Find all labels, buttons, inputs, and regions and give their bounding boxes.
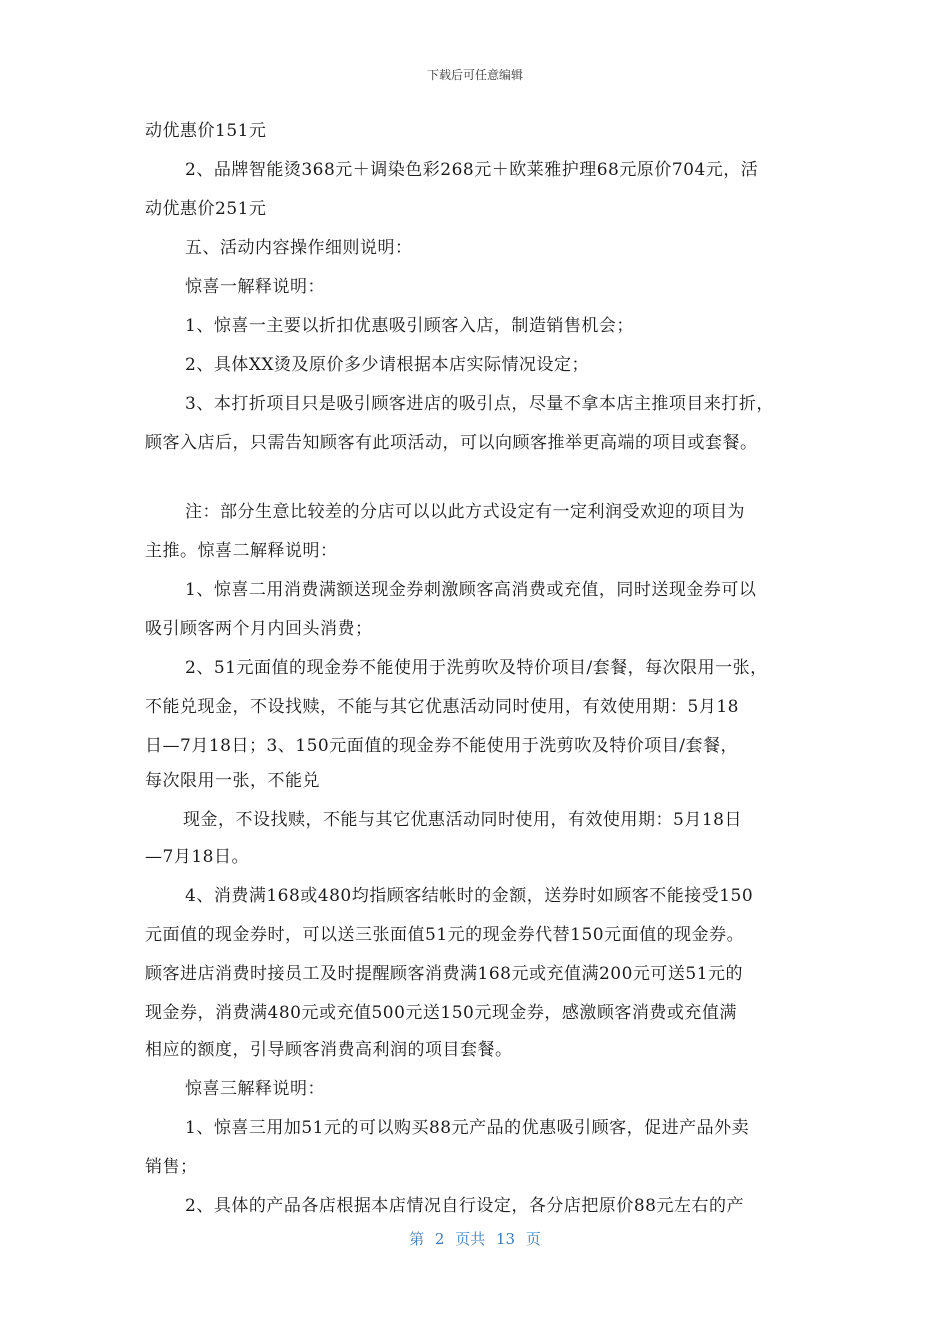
- text-line: 2、具体的产品各店根据本店情况自行设定，各分店把原价88元左右的产: [185, 1196, 744, 1216]
- text-line: 现金券，消费满480元或充值500元送150元现金券，感激顾客消费或充值满: [145, 1003, 737, 1023]
- text-line: 主推。惊喜二解释说明：: [145, 541, 338, 561]
- text-line: 顾客进店消费时接员工及时提醒顾客消费满168元或充值满200元可送51元的: [145, 964, 744, 984]
- text-line: 不能兑现金，不设找赎，不能与其它优惠活动同时使用，有效使用期：5月18: [145, 697, 739, 717]
- note-line: 注：部分生意比较差的分店可以以此方式设定有一定利润受欢迎的项目为: [185, 502, 745, 522]
- text-line: 日—7月18日；3、150元面值的现金券不能使用于洗剪吹及特价项目/套餐，: [145, 736, 738, 756]
- text-line: 2、具体XX烫及原价多少请根据本店实际情况设定；: [185, 355, 590, 375]
- text-line: 3、本打折项目只是吸引顾客进店的吸引点，尽量不拿本店主推项目来打折，: [185, 394, 774, 414]
- text-line: 4、消费满168或480均指顾客结帐时的金额，送券时如顾客不能接受150: [185, 886, 754, 906]
- text-line: 顾客入店后，只需告知顾客有此项活动，可以向顾客推举更高端的项目或套餐。: [145, 433, 758, 453]
- text-line: 1、惊喜一主要以折扣优惠吸引顾客入店，制造销售机会；: [185, 316, 634, 336]
- text-line: 相应的额度，引导顾客消费高利润的项目套餐。: [145, 1040, 513, 1060]
- text-line: 动优惠价151元: [145, 121, 267, 141]
- text-line: 动优惠价251元: [145, 199, 267, 219]
- text-line: 销售；: [145, 1157, 198, 1177]
- text-line: 1、惊喜三用加51元的可以购买88元产品的优惠吸引顾客，促进产品外卖: [185, 1118, 750, 1138]
- text-line: 2、51元面值的现金券不能使用于洗剪吹及特价项目/套餐，每次限用一张，: [185, 658, 768, 678]
- text-line: 吸引顾客两个月内回头消费；: [145, 619, 373, 639]
- text-line: 2、品牌智能烫368元＋调染色彩268元＋欧莱雅护理68元原价704元，活: [185, 160, 759, 180]
- text-line: 现金，不设找赎，不能与其它优惠活动同时使用，有效使用期：5月18日: [183, 810, 742, 830]
- subsection-heading: 惊喜一解释说明：: [185, 277, 325, 297]
- text-line: 1、惊喜二用消费满额送现金券刺激顾客高消费或充值，同时送现金券可以: [185, 580, 757, 600]
- text-line: 每次限用一张，不能兑: [145, 771, 320, 791]
- section-heading: 五、活动内容操作细则说明：: [185, 238, 413, 258]
- text-line: 元面值的现金券时，可以送三张面值51元的现金券代替150元面值的现金券。: [145, 925, 745, 945]
- page-number: 第 2 页共 13 页: [409, 1230, 541, 1248]
- text-line: —7月18日。: [145, 847, 249, 867]
- subsection-heading: 惊喜三解释说明：: [185, 1079, 325, 1099]
- page-header-note: 下载后可任意编辑: [426, 68, 523, 82]
